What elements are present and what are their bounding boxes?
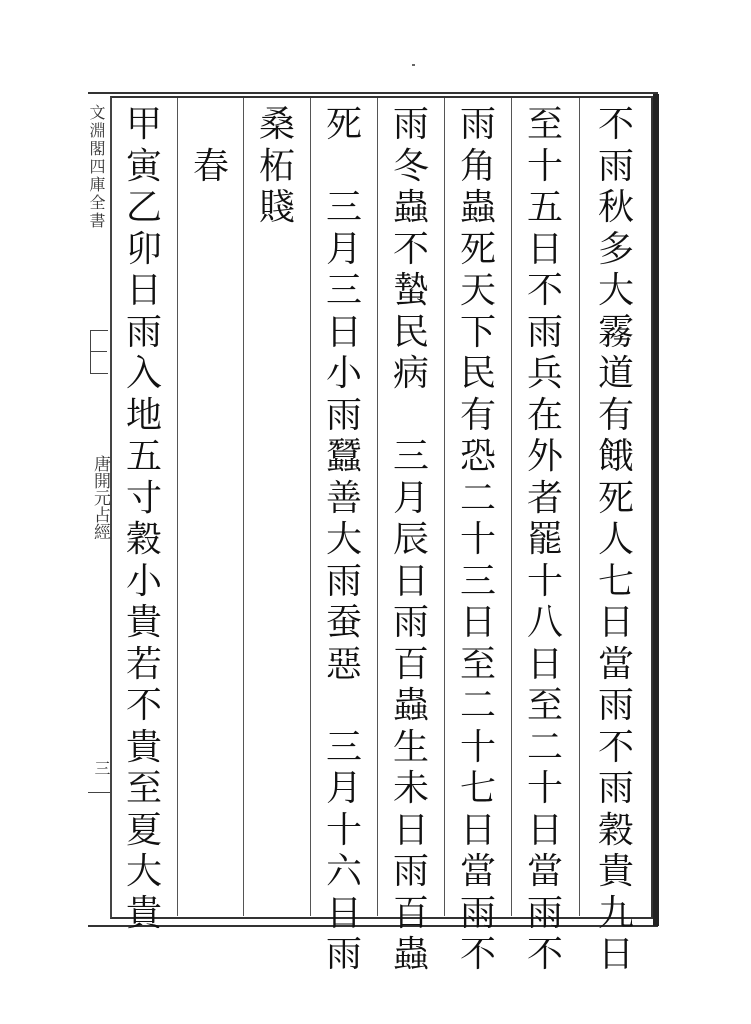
column-rule (377, 98, 378, 916)
text-column-8 (122, 104, 166, 934)
column-rule (444, 98, 445, 916)
text-segment: 三 月 十 六 日 雨 (325, 726, 362, 975)
page-number: 三 (92, 760, 111, 776)
text-segment: 雨 角 蟲 死 天 下 民 有 恐 二 十 三 日 至 二 十 七 日 當 雨 不 (459, 104, 496, 975)
column-rule (177, 98, 178, 916)
text-segment: 至 十 五 日 不 雨 兵 在 外 者 罷 十 八 日 至 二 十 日 當 雨 不 (526, 104, 563, 975)
text-segment: 三 月 三 日 小 雨 蠶 善 大 雨 蚕 惡 (325, 187, 362, 685)
text-segment: 雨 冬 蟲 不 蟄 民 病 (392, 104, 429, 394)
fishtail-mark (90, 330, 108, 374)
text-column-5 (322, 104, 366, 976)
text-column-6 (255, 104, 299, 229)
page-number-rule (88, 792, 110, 793)
text-column-4 (389, 104, 433, 976)
text-segment: 三 月 辰 日 雨 百 蟲 生 未 日 雨 百 蟲 (392, 436, 429, 975)
text-column-2 (523, 104, 567, 976)
text-segment: 桑 柘 賤 (258, 104, 295, 228)
text-column-3 (456, 104, 500, 976)
column-rule (310, 98, 311, 916)
text-column-1 (594, 104, 638, 976)
column-rule (243, 98, 244, 916)
inner-frame (110, 96, 653, 919)
column-rule (511, 98, 512, 916)
column-rule (579, 98, 580, 916)
text-segment: 不 雨 秋 多 大 霧 道 有 餓 死 人 七 日 當 雨 不 雨 穀 貴 九 日 (597, 104, 634, 975)
ink-speck (412, 64, 415, 66)
text-segment: 甲 寅 乙 卯 日 雨 入 地 五 寸 穀 小 貴 若 不 貴 至 夏 大 貴 (125, 104, 162, 934)
text-column-7 (189, 104, 233, 187)
text-segment: 死 (325, 104, 362, 145)
text-segment: 春 (192, 145, 229, 187)
margin-title: 文淵閣四庫全書 (87, 104, 106, 230)
frame-edge (653, 94, 659, 926)
margin-subtitle: 唐開元占經 (90, 455, 110, 540)
